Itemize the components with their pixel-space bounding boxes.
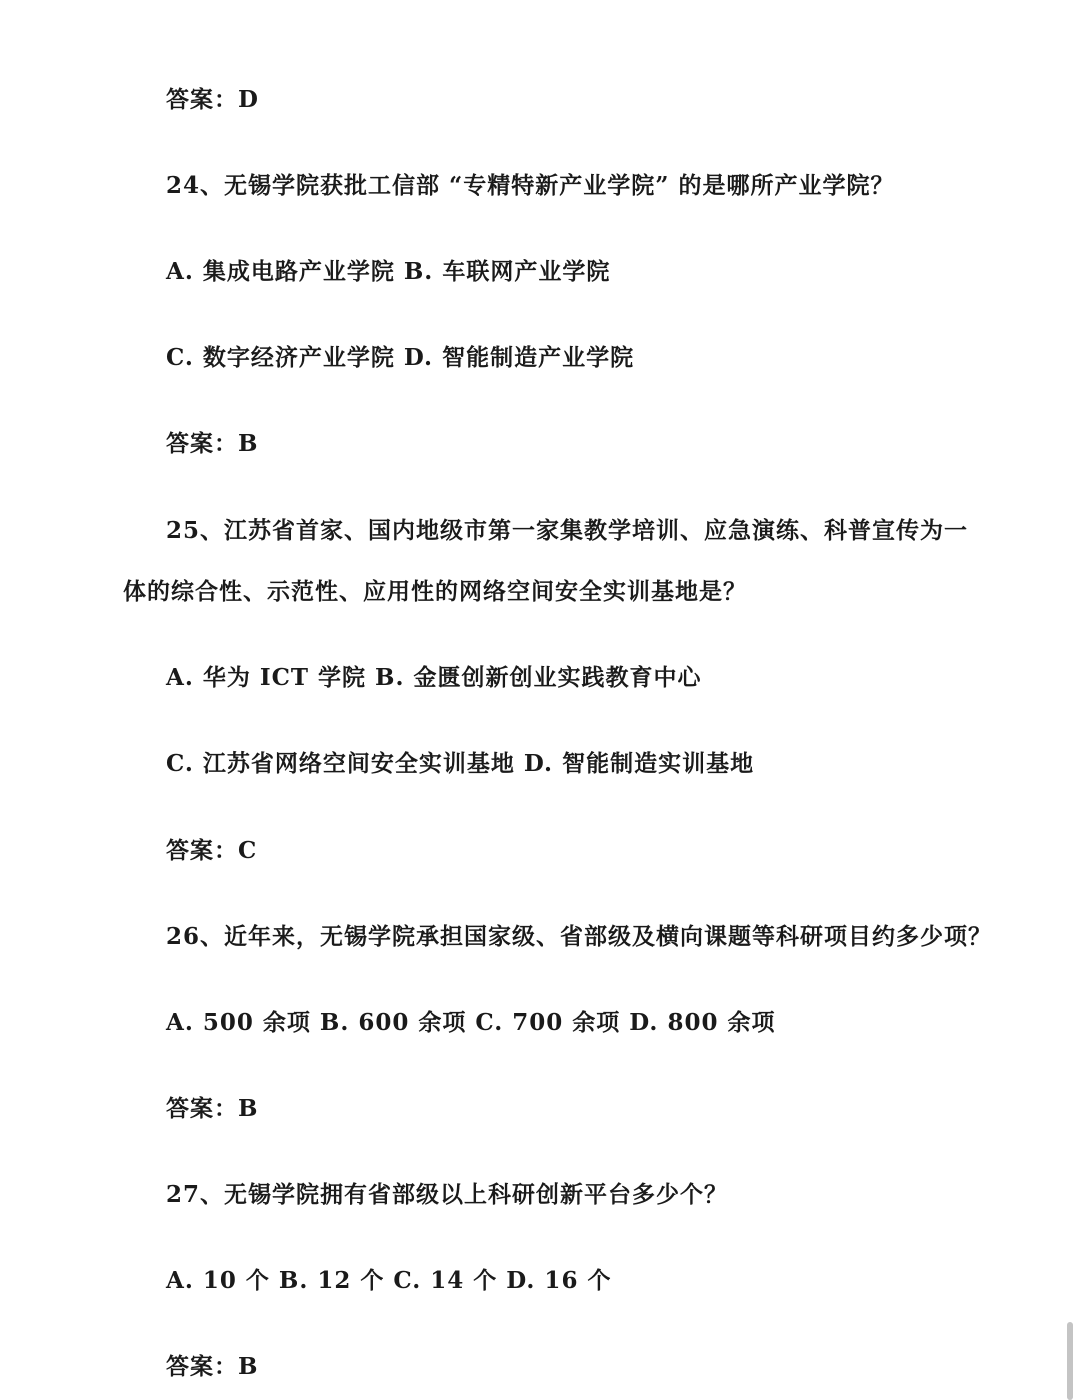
question-27: 27、无锡学院拥有省部级以上科研创新平台多少个？ [166, 1181, 729, 1208]
answer-24: 答案：B [166, 430, 259, 457]
question-25-line-2: 体的综合性、示范性、应用性的网络空间安全实训基地是？ [123, 578, 747, 605]
question-26-options: A. 500 余项 B. 600 余项 C. 700 余项 D. 800 余项 [166, 1009, 776, 1036]
question-25-options-ab: A. 华为 ICT 学院 B. 金匮创新创业实践教育中心 [166, 664, 702, 691]
question-26: 26、近年来，无锡学院承担国家级、省部级及横向课题等科研项目约多少项？ [166, 923, 993, 950]
answer-26: 答案：B [166, 1095, 259, 1122]
vertical-scrollbar[interactable] [1067, 1322, 1073, 1400]
answer-23: 答案：D [166, 86, 259, 113]
question-25-line-1: 25、江苏省首家、国内地级市第一家集教学培训、应急演练、科普宣传为一 [166, 517, 969, 544]
question-27-options: A. 10 个 B. 12 个 C. 14 个 D. 16 个 [166, 1267, 612, 1294]
question-24: 24、无锡学院获批工信部 “专精特新产业学院” 的是哪所产业学院？ [166, 172, 895, 199]
question-25-options-cd: C. 江苏省网络空间安全实训基地 D. 智能制造实训基地 [166, 750, 755, 777]
question-24-options-cd: C. 数字经济产业学院 D. 智能制造产业学院 [166, 344, 635, 371]
answer-25: 答案：C [166, 837, 258, 864]
answer-27: 答案：B [166, 1353, 259, 1380]
question-24-options-ab: A. 集成电路产业学院 B. 车联网产业学院 [166, 258, 611, 285]
